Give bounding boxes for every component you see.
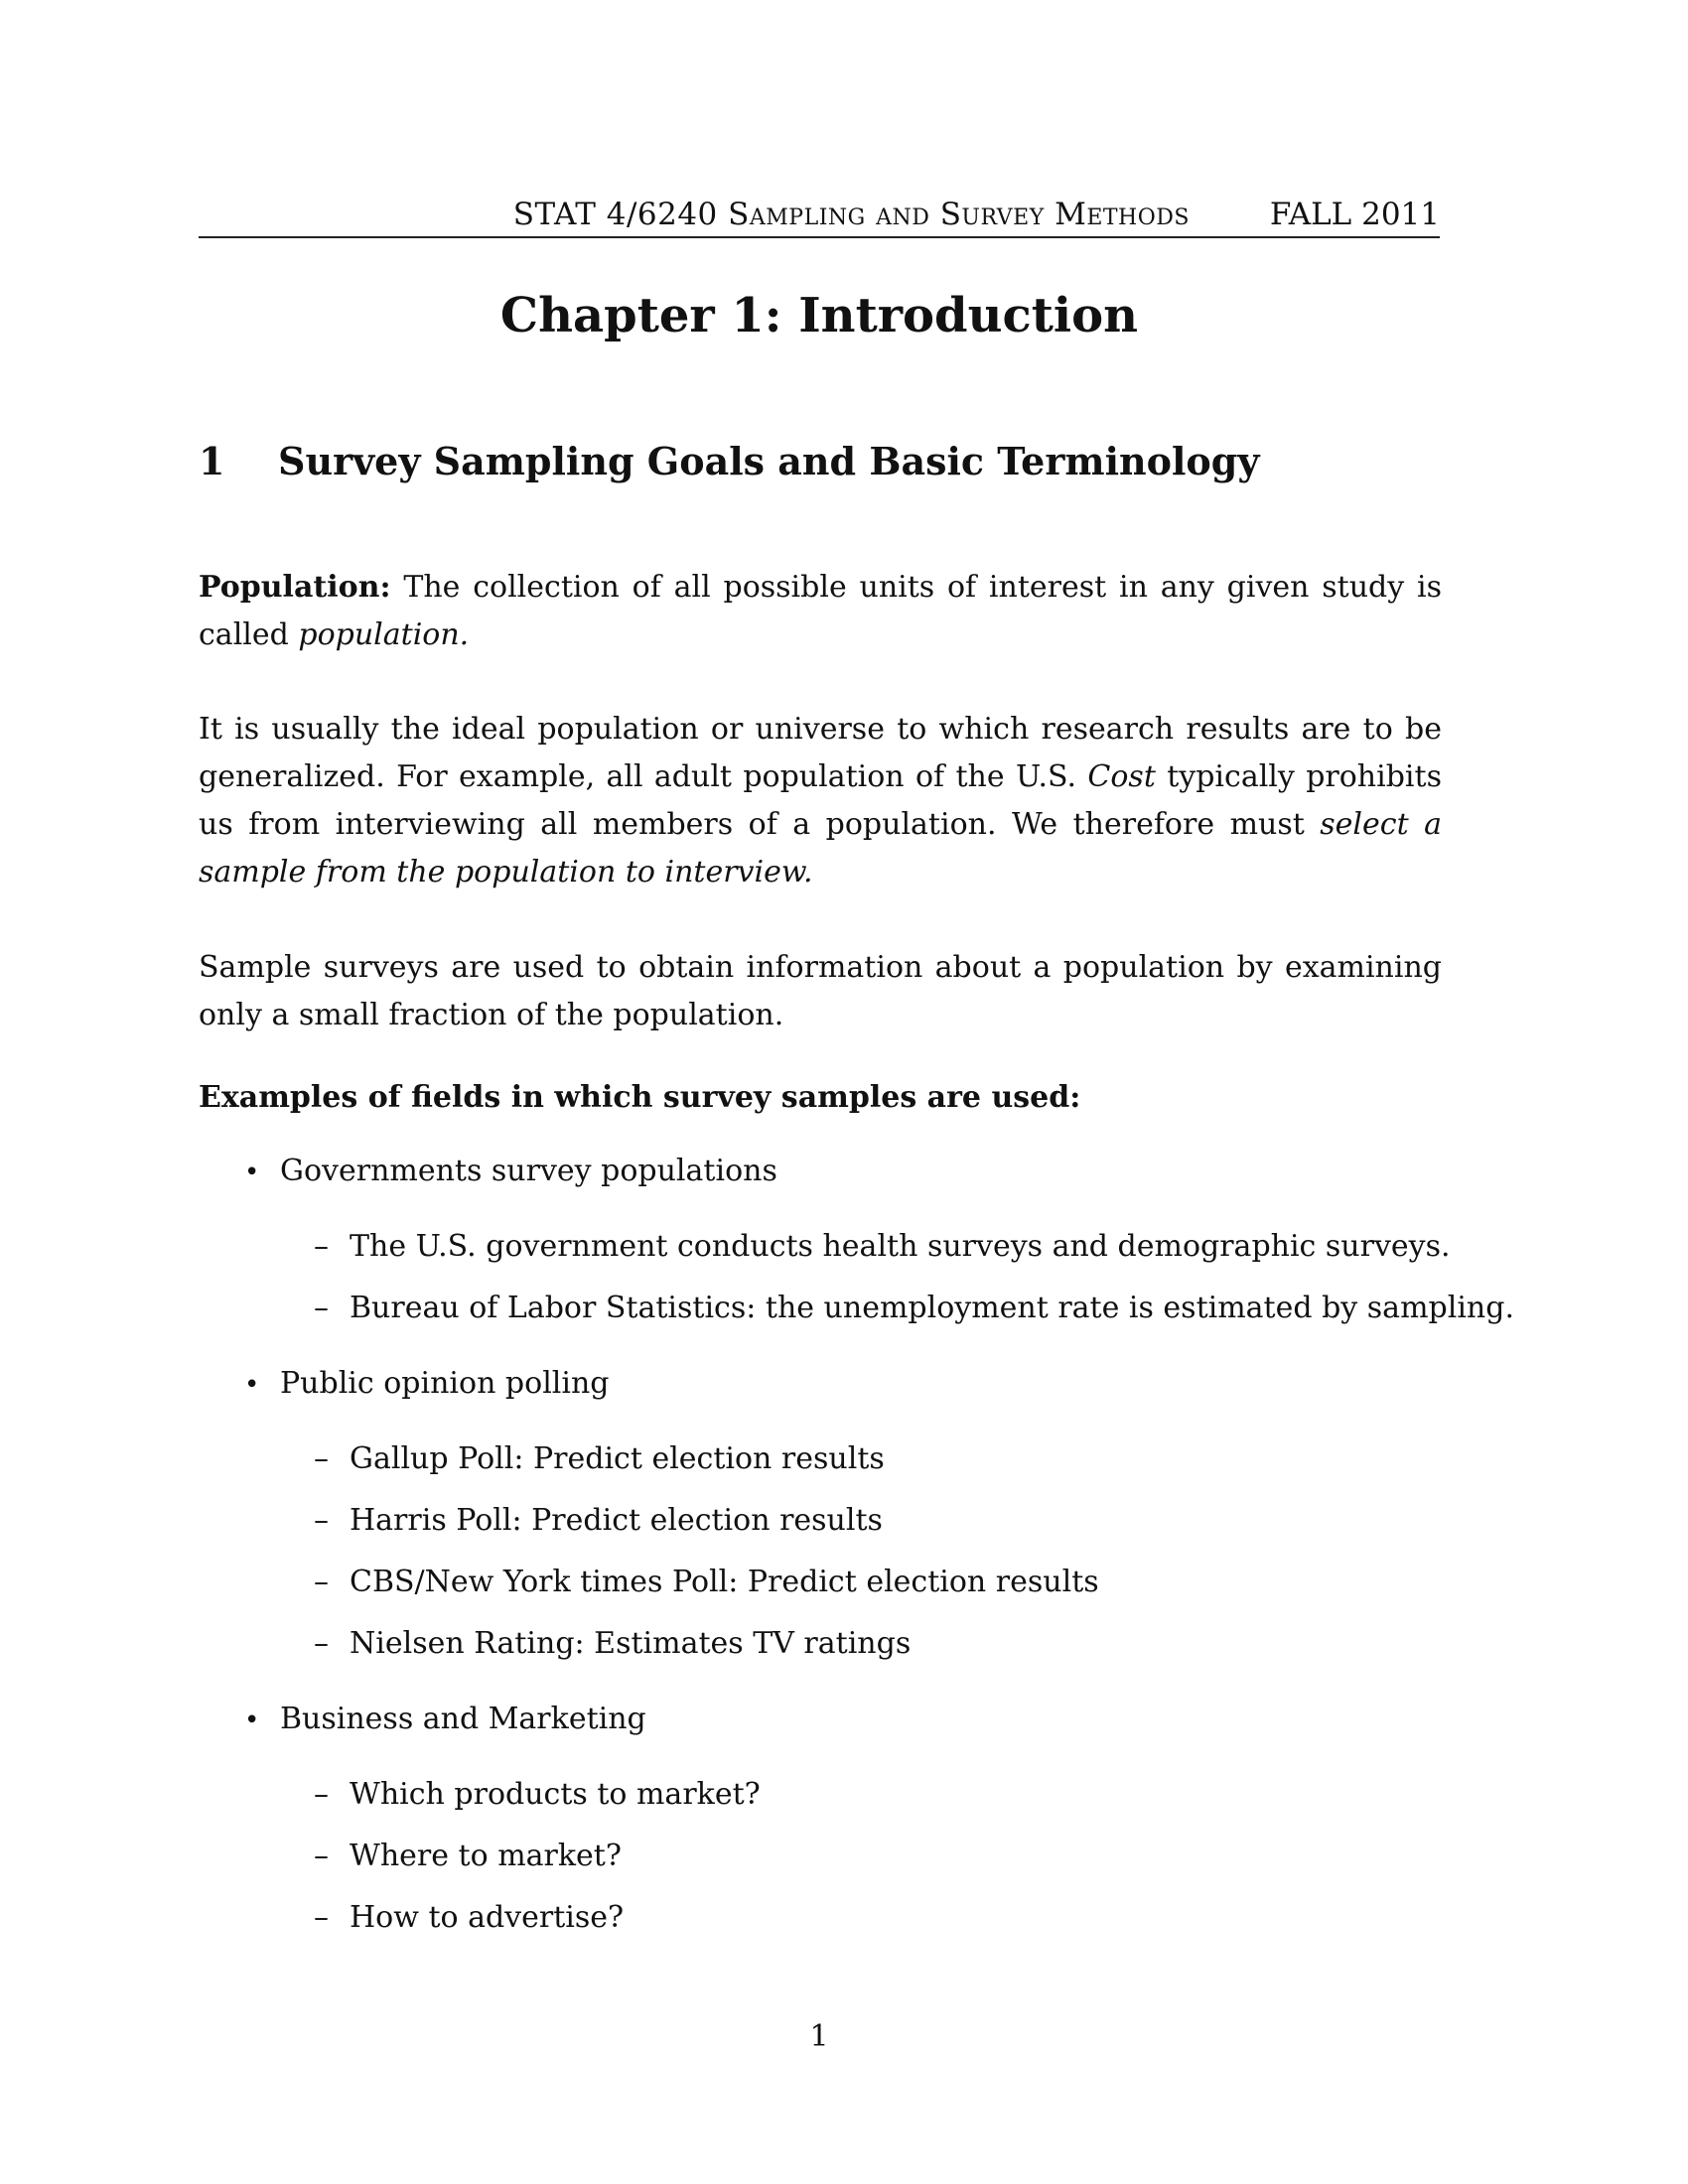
dash-mark: – — [314, 1441, 329, 1476]
field-label: Governments survey populations — [280, 1154, 777, 1188]
list-item — [314, 1626, 911, 1661]
section-title: Survey Sampling Goals and Basic Terminology — [278, 439, 1260, 483]
dash-mark: – — [314, 1900, 329, 1935]
population-term: population. — [298, 617, 470, 652]
list-item — [314, 1441, 885, 1476]
example-text: The U.S. government conducts health surveys and demographic surveys. — [350, 1229, 1451, 1264]
population-text: The collection of all possible units of interest in any given study is called — [199, 570, 1442, 652]
dash-mark: – — [314, 1291, 329, 1325]
field-label: Business and Marketing — [280, 1702, 646, 1736]
field-label: Public opinion polling — [280, 1366, 610, 1401]
dash-mark: – — [314, 1839, 329, 1873]
list-item — [314, 1900, 624, 1935]
list-item — [314, 1503, 883, 1538]
list-item — [314, 1291, 1514, 1325]
list-item — [244, 1702, 646, 1736]
population-definition — [199, 564, 1442, 659]
examples-heading: Examples of fields in which survey samples are used: — [199, 1080, 1081, 1115]
ideal-text-1: It is usually the ideal population or universe to which research results are to be generalized. For example, all adult population of the U.S. — [199, 712, 1442, 794]
list-item — [314, 1565, 1099, 1599]
ideal-text-2: typically prohibits us from interviewing all members of a population. We therefore must — [199, 759, 1442, 842]
example-text: Harris Poll: Predict election results — [350, 1503, 883, 1538]
example-text: CBS/New York times Poll: Predict election results — [350, 1565, 1099, 1599]
ideal-emphasis: select a sample from the population to interview. — [199, 807, 1443, 889]
example-text: Which products to market? — [350, 1777, 761, 1812]
ideal-population-paragraph — [199, 706, 1442, 896]
dash-mark: – — [314, 1229, 329, 1264]
example-text: Gallup Poll: Predict election results — [350, 1441, 885, 1476]
bullet-mark: • — [244, 1370, 260, 1400]
dash-mark: – — [314, 1565, 329, 1599]
section-heading — [199, 439, 1259, 483]
list-item — [244, 1366, 610, 1401]
running-header — [199, 197, 1440, 238]
example-text: Where to market? — [350, 1839, 622, 1873]
chapter-title: Chapter 1: Introduction — [499, 288, 1139, 343]
dash-mark: – — [314, 1777, 329, 1812]
example-text: Nielsen Rating: Estimates TV ratings — [350, 1626, 912, 1661]
example-text: How to advertise? — [350, 1900, 625, 1935]
page-number: 1 — [809, 2019, 829, 2054]
dash-mark: – — [314, 1503, 329, 1538]
example-text: Bureau of Labor Statistics: the unemployment rate is estimated by sampling. — [350, 1291, 1514, 1325]
course-title: STAT 4/6240 Sampling and Survey Methods — [512, 197, 1190, 232]
list-item — [314, 1777, 761, 1812]
sample-surveys-paragraph: Sample surveys are used to obtain information about a population by examining only a small fraction of the population. — [199, 950, 1442, 1032]
cost-term: Cost — [1087, 759, 1156, 794]
section-number: 1 — [199, 439, 225, 483]
bullet-mark: • — [244, 1158, 260, 1187]
term-label: FALL 2011 — [1269, 197, 1440, 232]
list-item — [314, 1839, 622, 1873]
bullet-mark: • — [244, 1706, 260, 1735]
list-item — [314, 1229, 1451, 1264]
list-item — [244, 1154, 777, 1188]
population-label: Population: — [199, 570, 391, 605]
dash-mark: – — [314, 1626, 329, 1661]
